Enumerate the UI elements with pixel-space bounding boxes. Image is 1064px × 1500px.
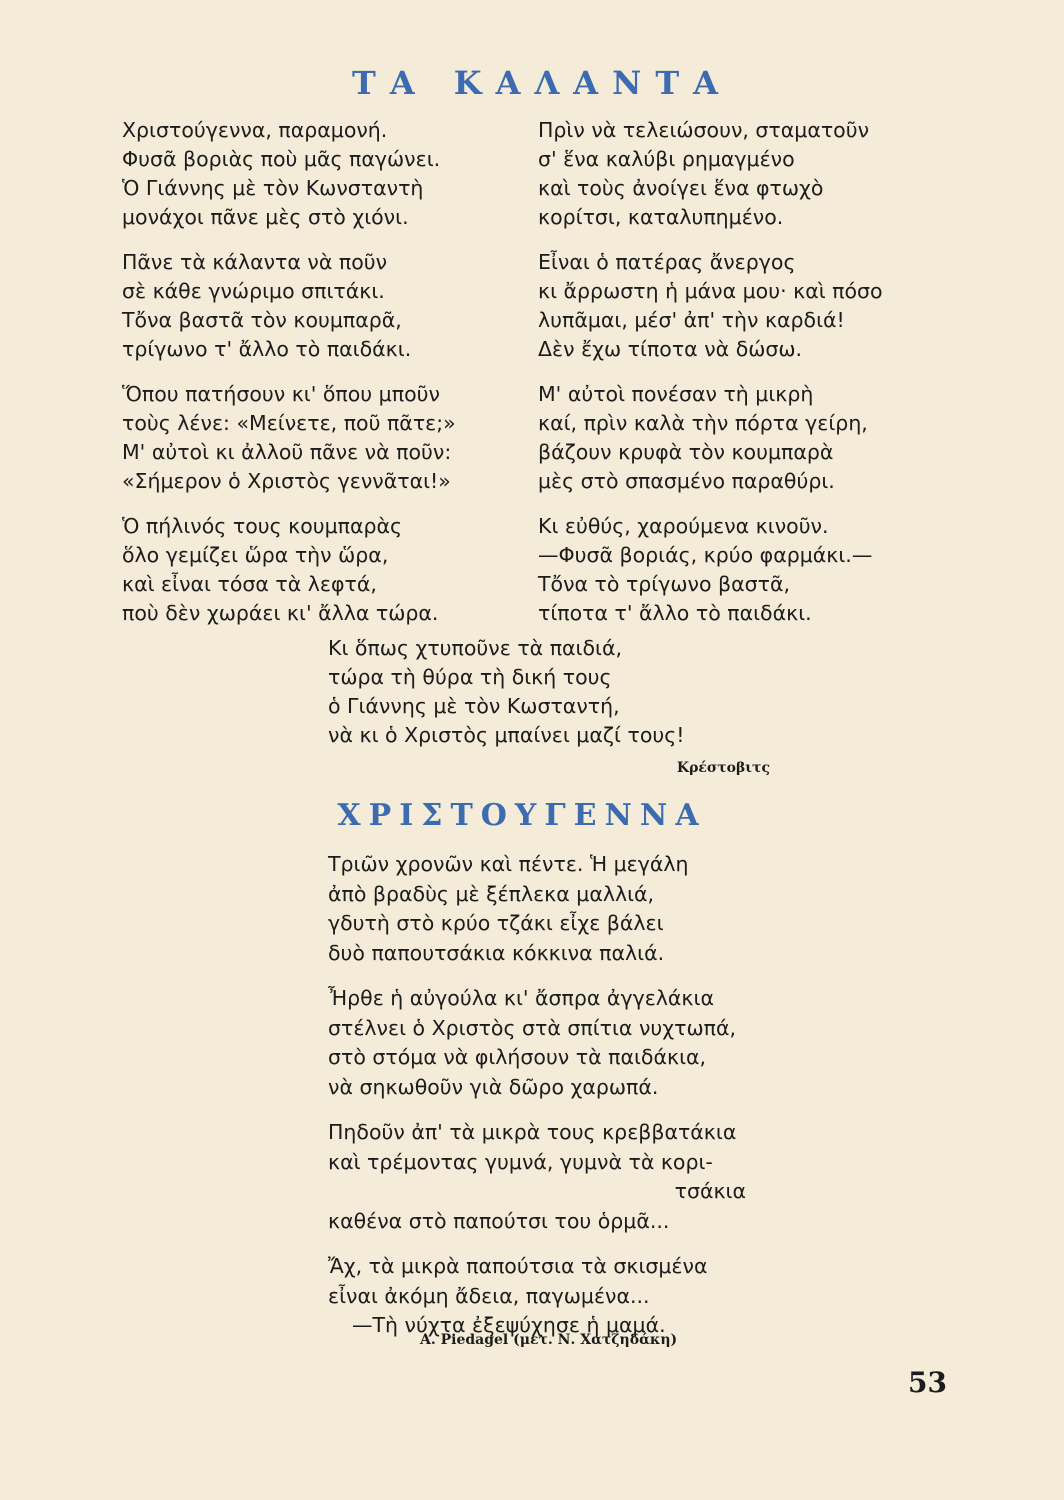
- poem2-body: [328, 850, 768, 1357]
- verse-line: τώρα τὴ θύρα τὴ δική τους: [328, 665, 612, 689]
- verse-line: δυὸ παπουτσάκια κόκκινα παλιά.: [328, 940, 665, 965]
- verse-line: καί, πρὶν καλὰ τὴν πόρτα γείρη,: [538, 411, 868, 435]
- poem1-right-stanza-3: [538, 380, 958, 496]
- verse-line: τοὺς λένε: «Μείνετε, ποῦ πᾶτε;»: [122, 411, 456, 435]
- poem1-final-stanza: [328, 634, 748, 750]
- poem1-right-column: [538, 116, 958, 644]
- verse-line: Πηδοῦν ἀπ' τὰ μικρὰ τους κρεββατάκια: [328, 1120, 737, 1144]
- verse-line: λυπᾶμαι, μέσ' ἀπ' τὴν καρδιά!: [538, 308, 845, 332]
- verse-line: τίποτα τ' ἄλλο τὸ παιδάκι.: [538, 601, 812, 625]
- verse-line: καὶ εἶναι τόσα τὰ λεφτά,: [122, 572, 377, 596]
- verse-line: Τριῶν χρονῶν καὶ πέντε. Ἡ μεγάλη: [328, 852, 689, 876]
- poem2-stanza-1: [328, 850, 768, 968]
- verse-line-continuation: τσάκια: [674, 1179, 746, 1203]
- verse-line: Χριστούγεννα, παραμονή.: [122, 118, 388, 142]
- verse-line: Μ' αὐτοὶ κι ἀλλοῦ πᾶνε νὰ ποῦν:: [122, 440, 452, 464]
- verse-line: νὰ κι ὁ Χριστὸς μπαίνει μαζί τους!: [328, 723, 685, 747]
- poem1-author: Κρέστοβιτς: [676, 760, 770, 776]
- verse-line: Κι εὐθύς, χαρούμενα κινοῦν.: [538, 514, 829, 538]
- verse-line: κορίτσι, καταλυπημένο.: [538, 205, 784, 229]
- verse-line: βάζουν κρυφὰ τὸν κουμπαρὰ: [538, 440, 834, 464]
- verse-line: στέλνει ὁ Χριστὸς στὰ σπίτια νυχτωπά,: [328, 1015, 736, 1040]
- verse-line: καθένα στὸ παπούτσι του ὁρμᾶ...: [328, 1208, 670, 1233]
- poem2-stanza-2: [328, 984, 768, 1102]
- verse-line: σ' ἕνα καλύβι ρημαγμένο: [538, 147, 795, 171]
- poem1-left-column: [122, 116, 522, 644]
- verse-line: ὅλο γεμίζει ὥρα τὴν ὥρα,: [122, 543, 389, 567]
- poem1-left-stanza-4: [122, 512, 522, 628]
- verse-line: γδυτὴ στὸ κρύο τζάκι εἶχε βάλει: [328, 911, 664, 935]
- verse-line: —Φυσᾶ βοριάς, κρύο φαρμάκι.—: [538, 543, 873, 567]
- verse-line: ὁ Γιάννης μὲ τὸν Κωσταντή,: [328, 694, 620, 718]
- verse-line: ἀπὸ βραδὺς μὲ ξέπλεκα μαλλιά,: [328, 881, 655, 906]
- verse-line: Τὄνα βαστᾶ τὸν κουμπαρᾶ,: [122, 308, 402, 332]
- poem1-right-stanza-4: [538, 512, 958, 628]
- verse-line: Δὲν ἔχω τίποτα νὰ δώσω.: [538, 337, 803, 361]
- poem1-left-stanza-3: [122, 380, 522, 496]
- verse-line: μὲς στὸ σπασμένο παραθύρι.: [538, 469, 835, 493]
- verse-line: «Σήμερον ὁ Χριστὸς γεννᾶται!»: [122, 469, 451, 493]
- verse-line: Ἄχ, τὰ μικρὰ παπούτσια τὰ σκισμένα: [328, 1254, 708, 1278]
- poem1-left-stanza-2: [122, 248, 522, 364]
- poem2-author: A. Piedagel (μετ. Ν. Χατζηδάκη): [420, 1332, 678, 1348]
- verse-line: Εἶναι ὁ πατέρας ἄνεργος: [538, 250, 796, 274]
- verse-line: Ὁ πήλινός τους κουμπαρὰς: [122, 514, 403, 538]
- verse-line: Φυσᾶ βοριὰς ποὺ μᾶς παγώνει.: [122, 147, 441, 171]
- verse-line: σὲ κάθε γνώριμο σπιτάκι.: [122, 279, 385, 303]
- poem2-stanza-3: [328, 1118, 768, 1236]
- verse-line: κι ἄρρωστη ἡ μάνα μου· καὶ πόσο: [538, 279, 883, 303]
- verse-line: Ὅπου πατήσουν κι' ὅπου μποῦν: [122, 382, 440, 406]
- poem-title-ta-kalanta: ΤΑ ΚΑΛΑΝΤΑ: [352, 64, 732, 102]
- poem-title-christougenna: ΧΡΙΣΤΟΥΓΕΝΝΑ: [337, 798, 707, 833]
- verse-line: Κι ὅπως χτυποῦνε τὰ παιδιά,: [328, 636, 623, 660]
- verse-line: Ἦρθε ἡ αὐγούλα κι' ἄσπρα ἀγγελάκια: [328, 986, 714, 1010]
- page-number: 53: [908, 1366, 947, 1399]
- poem2-stanza-4: [328, 1252, 768, 1341]
- verse-line: ποὺ δὲν χωράει κι' ἄλλα τώρα.: [122, 601, 439, 625]
- verse-line: τρίγωνο τ' ἄλλο τὸ παιδάκι.: [122, 337, 412, 361]
- verse-line: —Τὴ νύχτα ἐξεψύχησε ἡ μαμά.: [352, 1313, 666, 1337]
- verse-line: καὶ τοὺς ἀνοίγει ἕνα φτωχὸ: [538, 176, 824, 200]
- poem1-right-stanza-2: [538, 248, 958, 364]
- verse-line: Μ' αὐτοὶ πονέσαν τὴ μικρὴ: [538, 382, 814, 406]
- verse-line: εἶναι ἀκόμη ἄδεια, παγωμένα...: [328, 1283, 650, 1308]
- poem1-right-stanza-1: [538, 116, 958, 232]
- verse-line: Πᾶνε τὰ κάλαντα νὰ ποῦν: [122, 250, 388, 274]
- verse-line: Πρὶν νὰ τελειώσουν, σταματοῦν: [538, 118, 870, 142]
- verse-line: στὸ στόμα νὰ φιλήσουν τὰ παιδάκια,: [328, 1045, 707, 1069]
- poem1-left-stanza-1: [122, 116, 522, 232]
- verse-line: Ὁ Γιάννης μὲ τὸν Κωνσταντὴ: [122, 176, 424, 200]
- verse-line: Τὄνα τὸ τρίγωνο βαστᾶ,: [538, 572, 791, 596]
- verse-line: νὰ σηκωθοῦν γιὰ δῶρο χαρωπά.: [328, 1074, 659, 1099]
- verse-line: μονάχοι πᾶνε μὲς στὸ χιόνι.: [122, 205, 409, 229]
- verse-line: καὶ τρέμοντας γυμνά, γυμνὰ τὰ κορι-: [328, 1149, 713, 1174]
